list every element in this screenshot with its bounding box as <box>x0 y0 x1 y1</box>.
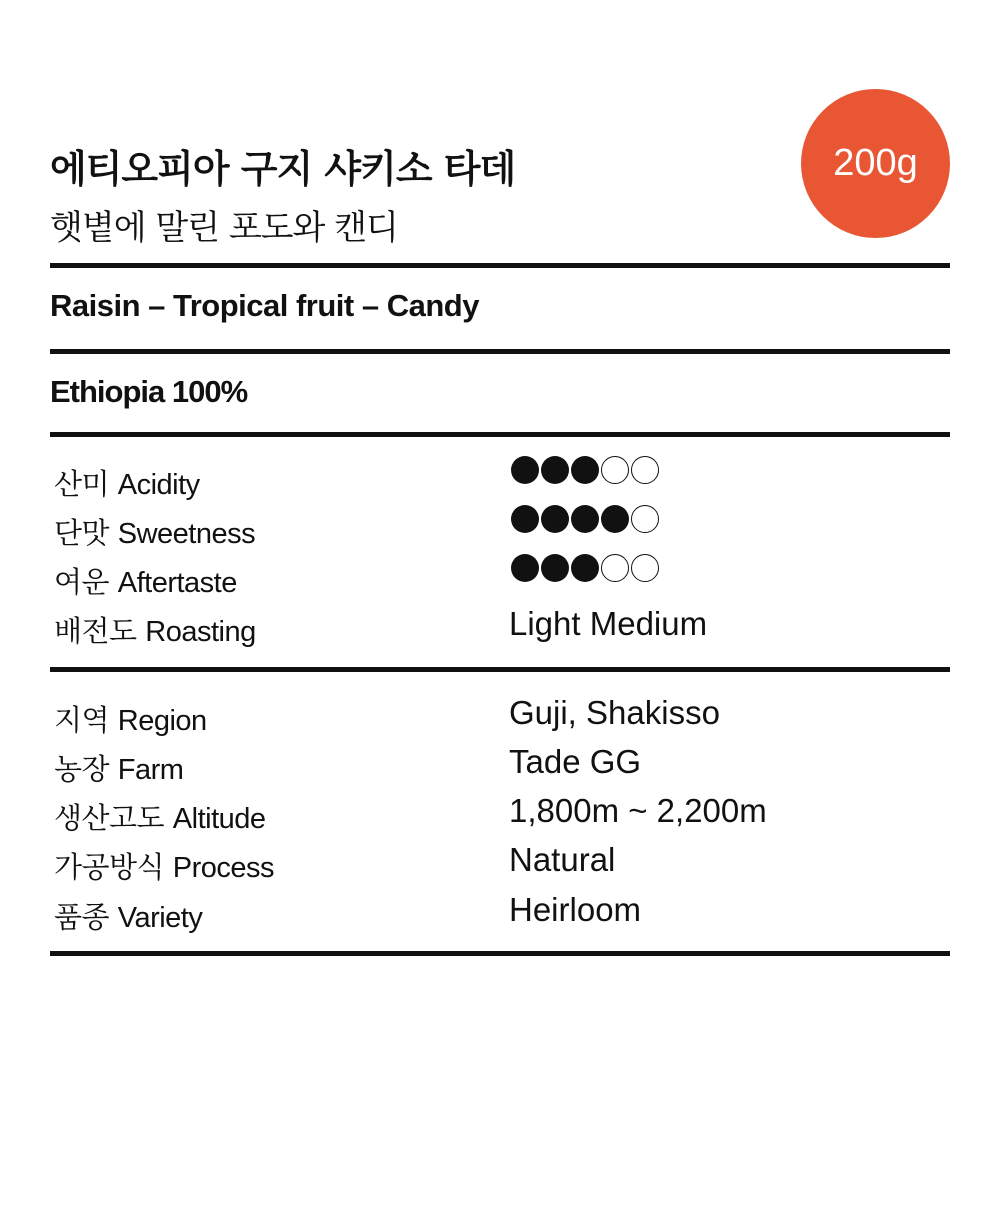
taste-row-sweetness <box>50 511 950 555</box>
rating-dot-filled <box>571 505 599 533</box>
detail-row-variety <box>50 891 950 939</box>
label-ko: 농장 <box>54 752 110 786</box>
label-ko: 산미 <box>54 467 110 501</box>
rating-dot-filled <box>571 456 599 484</box>
detail-row-altitude <box>50 792 950 840</box>
rating-dot-filled <box>511 456 539 484</box>
rating-dot-filled <box>511 554 539 582</box>
label-en: Acidity <box>117 469 200 501</box>
label-en: Variety <box>117 902 203 934</box>
detail-row-process <box>50 841 950 889</box>
detail-label <box>54 796 266 837</box>
roasting-row <box>50 605 950 653</box>
label-ko: 생산고도 <box>54 801 165 835</box>
flavor-notes: Raisin – Tropical fruit – Candy <box>50 288 479 323</box>
label-en: Aftertaste <box>117 567 237 599</box>
label-en: Altitude <box>172 803 266 835</box>
taste-label <box>54 462 200 503</box>
rating-dot-filled <box>541 456 569 484</box>
rating-dot-empty <box>601 456 629 484</box>
detail-value: Guji, Shakisso <box>509 694 720 731</box>
rating-dots <box>511 456 659 484</box>
roasting-label <box>54 609 256 650</box>
rating-dot-filled <box>571 554 599 582</box>
weight-badge: 200g <box>801 89 950 238</box>
rating-dots <box>511 505 659 533</box>
divider <box>50 667 950 672</box>
detail-value: Tade GG <box>509 743 642 780</box>
detail-value: 1,800m ~ 2,200m <box>509 792 767 829</box>
taste-row-acidity <box>50 462 950 506</box>
taste-label <box>54 511 255 552</box>
product-subtitle: 햇볕에 말린 포도와 캔디 <box>50 208 398 248</box>
divider <box>50 432 950 437</box>
label-ko: 품종 <box>54 900 110 934</box>
detail-label <box>54 895 202 936</box>
label-ko: 지역 <box>54 703 110 737</box>
detail-label <box>54 747 183 788</box>
detail-row-region <box>50 694 950 742</box>
rating-dot-empty <box>601 554 629 582</box>
label-en: Region <box>117 705 207 737</box>
rating-dot-filled <box>541 554 569 582</box>
label-en: Farm <box>117 754 184 786</box>
divider <box>50 349 950 354</box>
detail-label <box>54 845 274 886</box>
label-ko: 단맛 <box>54 516 110 550</box>
label-en: Sweetness <box>117 518 256 550</box>
taste-row-aftertaste <box>50 560 950 604</box>
detail-value: Heirloom <box>509 891 642 928</box>
roasting-value: Light Medium <box>509 605 708 642</box>
rating-dot-filled <box>601 505 629 533</box>
divider <box>50 951 950 956</box>
rating-dot-filled <box>511 505 539 533</box>
rating-dot-empty <box>631 554 659 582</box>
rating-dot-empty <box>631 505 659 533</box>
label-ko: 가공방식 <box>54 850 165 884</box>
label-ko: 여운 <box>54 565 110 599</box>
rating-dot-empty <box>631 456 659 484</box>
divider <box>50 263 950 268</box>
rating-dot-filled <box>541 505 569 533</box>
detail-value: Natural <box>509 841 616 878</box>
label-ko: 배전도 <box>54 614 137 648</box>
taste-label <box>54 560 237 601</box>
rating-dots <box>511 554 659 582</box>
detail-label <box>54 698 207 739</box>
detail-row-farm <box>50 743 950 791</box>
label-en: Roasting <box>145 616 256 648</box>
label-en: Process <box>172 852 275 884</box>
product-title: 에티오피아 구지 샤키소 타데 <box>50 147 516 191</box>
origin-blend: Ethiopia 100% <box>50 374 248 409</box>
